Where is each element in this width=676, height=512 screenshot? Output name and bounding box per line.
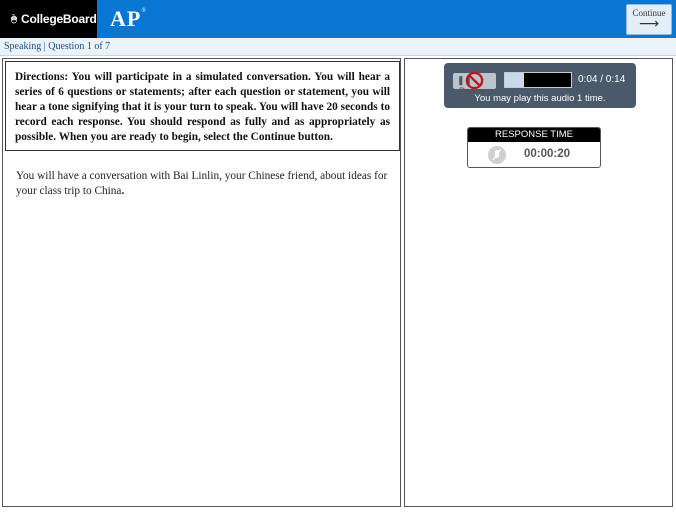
registered-mark: ® <box>141 8 147 14</box>
response-time-value: 00:00:20 <box>524 148 571 160</box>
response-time-body <box>468 142 600 168</box>
pause-icon: ❚❚ <box>457 75 473 85</box>
response-time-box <box>467 127 601 168</box>
intro-text-main: You will have a conversation with Bai Linlin, your Chinese friend, about ideas for your class trip to China <box>16 170 388 197</box>
response-panel <box>404 58 673 507</box>
response-time-title: RESPONSE TIME <box>468 128 600 142</box>
pause-label: Pause <box>459 86 485 96</box>
continue-label: Continue <box>632 8 666 18</box>
breadcrumb: Speaking | Question 1 of 7 <box>0 38 676 56</box>
pause-button[interactable] <box>453 73 496 96</box>
audio-player <box>444 63 636 108</box>
directions-box: Directions: You will participate in a simulated conversation. You will hear a series of 6 questions or statements; after each question or statement, you will hear a tone signifying that it is your turn to speak. You will have 20 seconds to record each response. You should respond as fully and as appropriately as possible. When you are ready to begin, select the Continue button. <box>5 61 400 151</box>
collegeboard-logo <box>0 0 97 38</box>
intro-text <box>16 169 390 199</box>
ap-wordmark: AP <box>110 6 142 31</box>
continue-button[interactable] <box>626 4 672 35</box>
audio-time: 0:04 / 0:14 <box>578 74 626 85</box>
collegeboard-wordmark: CollegeBoard <box>20 12 97 26</box>
arrow-right-icon: ⟶ <box>638 16 660 32</box>
audio-progress-fill <box>505 73 524 87</box>
audio-progress-bar <box>504 72 572 88</box>
ap-logo <box>110 6 147 32</box>
acorn-icon: 🌰︎ <box>10 12 18 28</box>
intro-text-period: . <box>121 185 125 197</box>
microphone-off-icon <box>488 146 506 164</box>
passage-panel <box>2 58 401 507</box>
no-symbol-icon <box>465 71 484 90</box>
audio-play-note: You may play this audio 1 time. <box>474 93 606 104</box>
top-bar <box>0 0 676 38</box>
